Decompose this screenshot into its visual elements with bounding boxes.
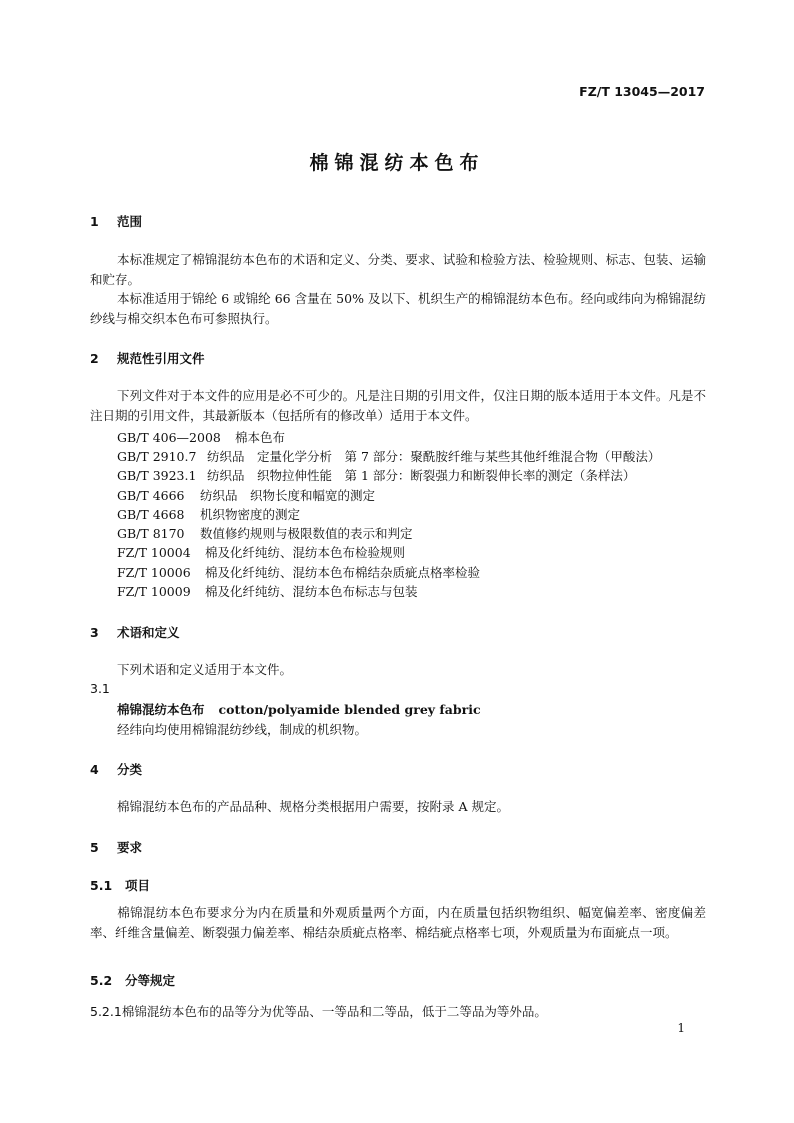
reference-code: GB/T 2910.7 bbox=[117, 449, 197, 464]
reference-title: 棉本色布 bbox=[235, 430, 286, 445]
reference-code: GB/T 8170 bbox=[117, 526, 185, 541]
subsection-number: 5.2 bbox=[90, 973, 113, 988]
reference-code: FZ/T 10009 bbox=[117, 584, 191, 599]
subsection-number: 5.1 bbox=[90, 878, 113, 893]
document-title: 棉锦混纺本色布 bbox=[309, 152, 485, 174]
reference-code: GB/T 406—2008 bbox=[117, 430, 221, 445]
page-number: 1 bbox=[677, 1021, 685, 1035]
clause-number: 5.2.1 bbox=[90, 1004, 122, 1019]
section-number: 1 bbox=[90, 214, 99, 229]
reference-item bbox=[117, 486, 375, 504]
paragraph-text: 下列文件对于本文件的应用是必不可少的。凡是注日期的引用文件，仅注日期的版本适用于本文件。凡是不注日期的引用文件，其最新版本（包括所有的修改单）适用于本文件。 bbox=[90, 388, 706, 423]
term-chinese: 棉锦混纺本色布 bbox=[117, 702, 205, 717]
term-number: 3.1 bbox=[90, 681, 110, 696]
reference-item bbox=[117, 543, 405, 561]
subsection-5-1-paragraph bbox=[90, 903, 706, 942]
term-definition: 经纬向均使用棉锦混纺纱线，制成的机织物。 bbox=[117, 722, 368, 737]
reference-item bbox=[117, 524, 413, 542]
paragraph-text: 本标准规定了棉锦混纺本色布的术语和定义、分类、要求、试验和检验方法、检验规则、标志、包装、运输和贮存。 bbox=[90, 252, 706, 287]
section-1-heading bbox=[90, 212, 142, 230]
section-2-paragraph-1 bbox=[90, 386, 706, 425]
clause-text: 棉锦混纺本色布的品等分为优等品、一等品和二等品，低于二等品为等外品。 bbox=[121, 1004, 547, 1019]
paragraph-text: 棉锦混纺本色布要求分为内在质量和外观质量两个方面，内在质量包括织物组织、幅宽偏差率、密度偏差率、纤维含量偏差、断裂强力偏差率、棉结杂质疵点格率、棉结疵点格率七项，外观质量为布面疵点一项。 bbox=[90, 905, 706, 940]
section-number: 5 bbox=[90, 840, 99, 855]
reference-item bbox=[117, 563, 480, 581]
section-1-paragraph-2 bbox=[90, 289, 706, 328]
reference-title: 棉及化纤纯纺、混纺本色布棉结杂质疵点格率检验 bbox=[205, 565, 481, 580]
section-1-paragraph-1 bbox=[90, 250, 706, 289]
section-number: 2 bbox=[90, 351, 99, 366]
subsection-title: 分等规定 bbox=[125, 973, 176, 988]
reference-code: GB/T 4668 bbox=[117, 507, 185, 522]
reference-code: GB/T 3923.1 bbox=[117, 468, 197, 483]
reference-item bbox=[117, 505, 300, 523]
section-3-paragraph-1 bbox=[90, 660, 706, 680]
section-title: 规范性引用文件 bbox=[117, 351, 205, 366]
reference-title: 纺织品 定量化学分析 第 7 部分：聚酰胺纤维与某些其他纤维混合物（甲酸法） bbox=[207, 449, 661, 464]
section-number: 3 bbox=[90, 625, 99, 640]
section-title: 术语和定义 bbox=[117, 625, 180, 640]
section-4-heading bbox=[90, 760, 142, 778]
subsection-5-1-heading bbox=[90, 876, 150, 894]
paragraph-text: 本标准适用于锦纶 6 或锦纶 66 含量在 50% 及以下、机织生产的棉锦混纺本色布。经向或纬向为棉锦混纺纱线与棉交织本色布可参照执行。 bbox=[90, 291, 706, 326]
reference-code: FZ/T 10004 bbox=[117, 545, 191, 560]
paragraph-text: 棉锦混纺本色布的产品品种、规格分类根据用户需要，按附录 A 规定。 bbox=[117, 799, 509, 814]
section-title: 范围 bbox=[117, 214, 143, 229]
reference-item bbox=[117, 466, 635, 484]
section-title: 要求 bbox=[117, 840, 143, 855]
reference-title: 棉及化纤纯纺、混纺本色布检验规则 bbox=[205, 545, 406, 560]
section-title: 分类 bbox=[117, 762, 143, 777]
term-english: cotton/polyamide blended grey fabric bbox=[218, 702, 481, 717]
reference-title: 机织物密度的测定 bbox=[200, 507, 301, 522]
section-number: 4 bbox=[90, 762, 99, 777]
section-3-heading bbox=[90, 623, 180, 641]
section-2-heading bbox=[90, 349, 205, 367]
section-5-heading bbox=[90, 838, 142, 856]
section-4-paragraph-1 bbox=[90, 797, 706, 817]
subsection-title: 项目 bbox=[125, 878, 151, 893]
reference-code: FZ/T 10006 bbox=[117, 565, 191, 580]
reference-item bbox=[117, 428, 285, 446]
reference-item bbox=[117, 447, 660, 465]
subsection-5-2-heading bbox=[90, 971, 175, 989]
reference-title: 纺织品 织物长度和幅宽的测定 bbox=[200, 488, 376, 503]
standard-code: FZ/T 13045—2017 bbox=[579, 84, 705, 99]
reference-title: 数值修约规则与极限数值的表示和判定 bbox=[200, 526, 413, 541]
reference-code: GB/T 4666 bbox=[117, 488, 185, 503]
reference-title: 纺织品 织物拉伸性能 第 1 部分：断裂强力和断裂伸长率的测定（条样法） bbox=[207, 468, 636, 483]
clause-5-2-1 bbox=[90, 1002, 547, 1020]
term-heading bbox=[117, 700, 481, 718]
reference-title: 棉及化纤纯纺、混纺本色布标志与包装 bbox=[205, 584, 418, 599]
reference-item bbox=[117, 582, 418, 600]
paragraph-text: 下列术语和定义适用于本文件。 bbox=[117, 662, 293, 677]
